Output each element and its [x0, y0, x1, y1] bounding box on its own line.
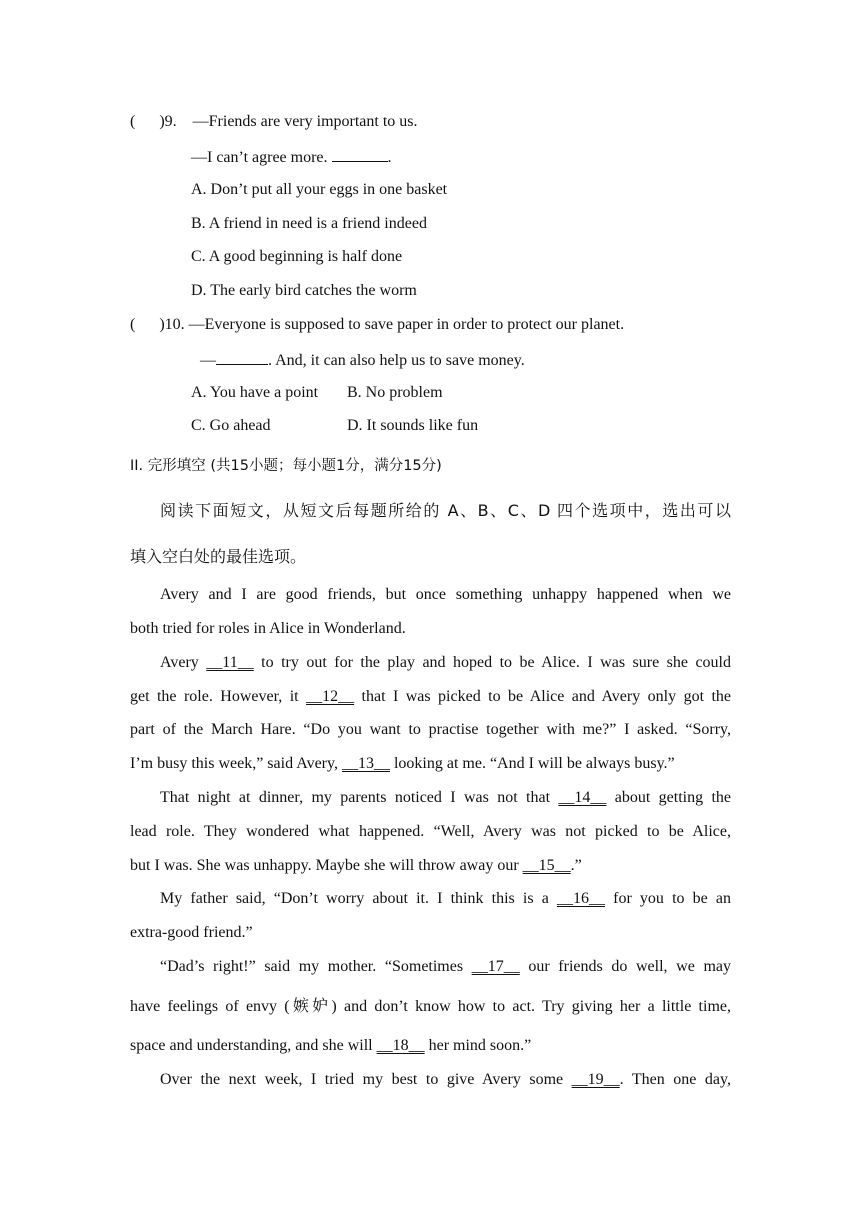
passage-line: [160, 1070, 731, 1090]
blank-19: __19__: [571, 1071, 620, 1088]
section-instruction-line-1: 阅读下面短文，从短文后每题所给的 A、B、C、D 四个选项中，选出可以: [160, 501, 731, 520]
blank-18: __18__: [376, 1037, 425, 1054]
question-10-bracket: ( )10.: [130, 316, 185, 333]
blank-11: __11__: [206, 654, 254, 671]
passage-text: that I was picked to be Alice and Avery only got the: [354, 688, 732, 705]
answer-blank: [332, 146, 388, 162]
question-9-option-a: A. Don’t put all your eggs in one basket: [191, 181, 448, 198]
passage-text: her mind soon.”: [424, 1037, 532, 1054]
question-9-option-d: D. The early bird catches the worm: [191, 282, 417, 299]
passage-text: .”: [570, 857, 582, 874]
question-9-reply-text: —I can’t agree more.: [191, 149, 328, 166]
passage-line: [130, 1036, 531, 1056]
passage-text: I’m busy this week,” said Avery,: [130, 755, 342, 772]
question-9-stem: [130, 112, 418, 132]
section-instruction-line-2: 填入空白处的最佳选项。: [130, 547, 307, 566]
passage-text: My father said, “Don’t worry about it. I think this is a: [160, 890, 557, 907]
passage-text: for you to be an: [604, 890, 732, 907]
blank-17: __17__: [471, 958, 520, 975]
question-10-option-c: C. Go ahead: [191, 417, 271, 434]
passage-line: [160, 889, 731, 909]
question-10-reply-text: . And, it can also help us to save money.: [268, 352, 525, 369]
passage-text: looking at me. “And I will be always busy.”: [389, 755, 675, 772]
passage-text: Avery: [160, 654, 207, 671]
passage-text: space and understanding, and she will: [130, 1037, 377, 1054]
passage-line: lead role. They wondered what happened. “Well, Avery was not picked to be Alice,: [130, 823, 731, 840]
passage-line: Avery and I are good friends, but once something unhappy happened when we: [160, 586, 731, 603]
passage-text: Over the next week, I tried my best to give Avery some: [160, 1071, 572, 1088]
question-10-stem: [130, 315, 624, 335]
question-10-reply-dash: —: [200, 352, 216, 369]
question-9-option-b: B. A friend in need is a friend indeed: [191, 215, 427, 232]
answer-blank: [216, 349, 268, 365]
passage-line: have feelings of envy (嫉妒) and don’t know how to act. Try giving her a little time,: [130, 998, 731, 1015]
question-10-reply: [200, 349, 525, 371]
passage-line: [160, 653, 731, 673]
passage-line: [160, 957, 731, 977]
passage-line: [130, 754, 675, 774]
passage-text: . Then one day,: [619, 1071, 731, 1088]
question-9-bracket: ( )9.: [130, 113, 177, 130]
passage-text: our friends do well, we may: [519, 958, 731, 975]
blank-16: __16__: [556, 890, 605, 907]
blank-13: __13__: [341, 755, 390, 772]
blank-12: __12__: [306, 688, 355, 705]
passage-line: extra-good friend.”: [130, 924, 253, 941]
passage-text: get the role. However, it: [130, 688, 307, 705]
passage-text: to try out for the play and hoped to be Alice. I was sure she could: [253, 654, 732, 671]
passage-line: [160, 788, 731, 808]
section-heading: II. 完形填空 (共15小题；每小题1分，满分15分): [130, 458, 442, 474]
question-10-option-d: D. It sounds like fun: [347, 417, 479, 434]
passage-text: but I was. She was unhappy. Maybe she will throw away our: [130, 857, 523, 874]
blank-14: __14__: [558, 789, 607, 806]
question-10-option-b: B. No problem: [347, 384, 443, 401]
question-9-text: —Friends are very important to us.: [192, 113, 418, 130]
question-9-reply: [191, 146, 392, 168]
question-9-reply-end: .: [387, 149, 392, 166]
passage-text: about getting the: [606, 789, 731, 806]
question-9-option-c: C. A good beginning is half done: [191, 248, 403, 265]
passage-line: [130, 856, 582, 876]
passage-line: [130, 687, 731, 707]
passage-text: That night at dinner, my parents noticed I was not that: [160, 789, 559, 806]
passage-line: part of the March Hare. “Do you want to practise together with me?” I asked. “Sorry,: [130, 721, 731, 738]
question-10-option-a: A. You have a point: [191, 384, 319, 401]
passage-text: “Dad’s right!” said my mother. “Sometimes: [160, 958, 472, 975]
passage-line: both tried for roles in Alice in Wonderland.: [130, 620, 406, 637]
blank-15: __15__: [522, 857, 571, 874]
question-10-text: —Everyone is supposed to save paper in order to protect our planet.: [188, 316, 625, 333]
